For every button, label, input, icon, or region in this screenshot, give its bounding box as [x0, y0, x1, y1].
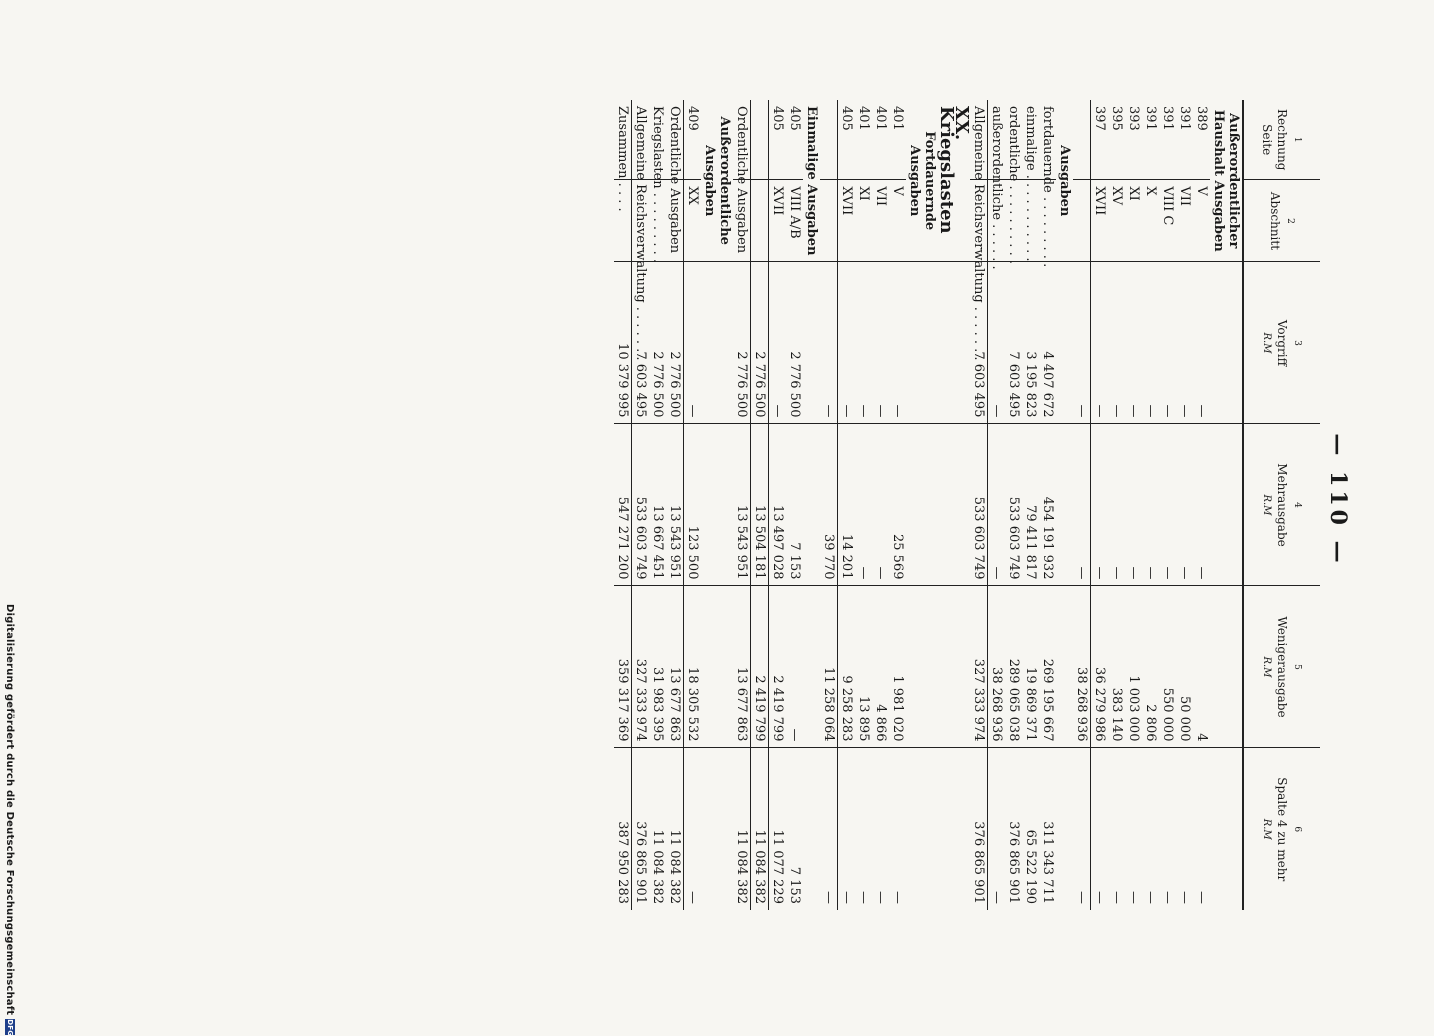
total-row — [820, 100, 838, 910]
table-row — [786, 100, 803, 910]
section-heading: Ausgaben — [1057, 145, 1072, 217]
cell-col-5: 38 268 936 — [988, 586, 1006, 748]
empty-cell — [906, 748, 938, 910]
empty-cell — [701, 748, 733, 910]
cell-col-6: 376 865 901 — [1005, 748, 1022, 910]
cell-col-5: 550 000 — [1159, 586, 1176, 748]
cell-col-5: 1 981 020 — [889, 586, 906, 748]
cell-col-6: 65 522 190 — [1022, 748, 1039, 910]
empty-cell — [803, 586, 820, 748]
cell-col-6: — — [1142, 748, 1159, 910]
cell-col-1: 409 — [685, 106, 700, 131]
cell-col-5: 289 065 038 — [1005, 586, 1022, 748]
cell-col-3: — — [988, 262, 1006, 424]
cell-col-3: 10 379 995 — [614, 262, 632, 424]
cell-col-5: 9 258 283 — [838, 586, 856, 748]
cell-col-6: 11 077 229 — [769, 748, 787, 910]
total-row — [614, 100, 632, 910]
cell-col-3: — — [684, 262, 702, 424]
section-heading: Außerordentliche Ausgaben — [702, 116, 732, 245]
section-heading: Einmalige Ausgaben — [804, 106, 819, 256]
cell-col-1: 401 — [873, 106, 888, 131]
cell-col-4: 533 603 749 — [970, 424, 988, 586]
table-row — [1159, 100, 1176, 910]
section-heading-row — [701, 100, 733, 910]
empty-cell — [1210, 424, 1243, 586]
cell-col-3: 7 603 495 — [1005, 262, 1022, 424]
cell-col-3: 7 603 495 — [970, 262, 988, 424]
cell-col-4: 547 271 200 — [614, 424, 632, 586]
cell-col-2: XI — [855, 180, 872, 262]
cell-col-2: V — [1193, 180, 1210, 262]
cell-col-4: 533 603 749 — [1005, 424, 1022, 586]
cell-col-5: 13 677 863 — [666, 586, 684, 748]
cell-col-4: — — [1091, 424, 1109, 586]
cell-col-4: — — [855, 424, 872, 586]
cell-col-6: — — [1193, 748, 1210, 910]
cell-col-5: 327 333 974 — [632, 586, 650, 748]
cell-col-4: 454 191 932 — [1039, 424, 1056, 586]
table-row — [855, 100, 872, 910]
cell-col-5: 38 268 936 — [1073, 586, 1091, 748]
cell-col-2: VIII A/B — [786, 180, 803, 262]
cell-col-4: 13 543 951 — [666, 424, 684, 586]
column-header-5 — [1243, 586, 1320, 748]
cell-col-4: — — [1193, 424, 1210, 586]
cell-col-4: — — [988, 424, 1006, 586]
cell-col-5: 359 317 369 — [614, 586, 632, 748]
cell-col-3: — — [769, 262, 787, 424]
cell-col-5: 4 — [1193, 586, 1210, 748]
cell-col-4: — — [1159, 424, 1176, 586]
column-label: Spalte 4 zu mehr — [1275, 777, 1290, 882]
ledger-body — [614, 100, 1243, 910]
cell-col-4: 14 201 — [838, 424, 856, 586]
total-row — [970, 100, 988, 910]
table-row — [1091, 100, 1109, 910]
cell-col-1: 401 — [890, 106, 905, 131]
cell-col-3: — — [1193, 262, 1210, 424]
section-heading: Fortdauernde Ausgaben — [907, 131, 937, 231]
total-row — [733, 100, 751, 910]
cell-col-4: 13 504 181 — [751, 424, 769, 586]
cell-col-6: — — [1091, 748, 1109, 910]
cell-col-4: — — [872, 424, 889, 586]
cell-col-2: XI — [1125, 180, 1142, 262]
cell-col-2: V — [889, 180, 906, 262]
cell-col-1 — [751, 100, 769, 180]
cell-col-1: außerordentliche . . . . . . — [989, 106, 1004, 270]
cell-col-4: — — [1176, 424, 1193, 586]
cell-col-1 — [820, 100, 838, 180]
table-row — [988, 100, 1006, 910]
empty-cell — [701, 262, 733, 424]
cell-col-3: — — [1108, 262, 1125, 424]
cell-col-3: 4 407 672 — [1039, 262, 1056, 424]
cell-col-5: 1 003 000 — [1125, 586, 1142, 748]
empty-cell — [1056, 262, 1073, 424]
page-number-text: — 110 — — [1325, 433, 1351, 567]
caption-text: Digitalisierung gefördert durch die Deutsche Forschungsgemeinschaft — [4, 604, 16, 1016]
empty-cell — [1056, 424, 1073, 586]
cell-col-6: 376 865 901 — [632, 748, 650, 910]
cell-col-6: — — [1176, 748, 1193, 910]
cell-col-3: 2 776 500 — [649, 262, 666, 424]
empty-cell — [803, 748, 820, 910]
cell-col-3: — — [872, 262, 889, 424]
column-number: 4 — [1292, 502, 1303, 508]
cell-col-4: 25 569 — [889, 424, 906, 586]
cell-col-2 — [751, 180, 769, 262]
cell-col-5: 269 195 667 — [1039, 586, 1056, 748]
cell-col-4: — — [1073, 424, 1091, 586]
cell-col-3: — — [889, 262, 906, 424]
cell-col-3: — — [855, 262, 872, 424]
cell-col-1: Zusammen . . . . — [614, 100, 632, 180]
cell-col-3: — — [1142, 262, 1159, 424]
section-heading: Außerordentlicher Haushalt Ausgaben — [1211, 109, 1241, 252]
cell-col-4: 13 497 028 — [769, 424, 787, 586]
total-row — [751, 100, 769, 910]
cell-col-2: VIII C — [1159, 180, 1176, 262]
empty-cell — [938, 424, 970, 586]
cell-col-1: Allgemeine Reichsverwaltung . . . . . . . — [633, 106, 648, 361]
empty-cell — [938, 748, 970, 910]
table-row — [684, 100, 702, 910]
cell-col-6: 11 084 382 — [666, 748, 684, 910]
cell-col-2: XVII — [769, 180, 787, 262]
cell-col-1: Ordentliche Ausgaben — [666, 100, 684, 180]
column-header-6 — [1243, 748, 1320, 910]
cell-col-5: 13 677 863 — [733, 586, 751, 748]
cell-col-1: 397 — [1092, 106, 1107, 131]
cell-col-5: 19 869 371 — [1022, 586, 1039, 748]
empty-cell — [906, 424, 938, 586]
cell-col-3: — — [1073, 262, 1091, 424]
column-unit: R.M — [1261, 494, 1273, 516]
cell-col-1: 395 — [1109, 106, 1124, 131]
cell-col-5: 2 419 799 — [769, 586, 787, 748]
cell-col-1: 405 — [787, 106, 802, 131]
cell-col-2: VII — [872, 180, 889, 262]
cell-col-1: 401 — [856, 106, 871, 131]
table-row — [632, 100, 650, 910]
cell-col-3: 3 195 823 — [1022, 262, 1039, 424]
table-row — [1142, 100, 1159, 910]
cell-col-3: 2 776 500 — [733, 262, 751, 424]
column-unit: R.M — [1261, 818, 1273, 840]
column-number: 1 — [1292, 136, 1303, 143]
cell-col-6: — — [1125, 748, 1142, 910]
column-number: 6 — [1292, 826, 1303, 833]
table-row — [1005, 100, 1022, 910]
table-row — [649, 100, 666, 910]
empty-cell — [701, 424, 733, 586]
cell-col-2 — [1073, 180, 1091, 262]
cell-col-3: — — [1176, 262, 1193, 424]
column-unit: R.M — [1261, 656, 1273, 678]
cell-col-3: 2 776 500 — [666, 262, 684, 424]
table-row — [889, 100, 906, 910]
cell-col-6: 7 153 — [786, 748, 803, 910]
cell-col-2: XVII — [1091, 180, 1109, 262]
cell-col-1: einmalige . . . . . . . . . . . — [1023, 106, 1038, 262]
ledger-table — [614, 100, 1320, 910]
empty-cell — [701, 586, 733, 748]
cell-col-6: — — [855, 748, 872, 910]
cell-col-4: 7 153 — [786, 424, 803, 586]
cell-col-6: 311 343 711 — [1039, 748, 1056, 910]
cell-col-1: Allgemeine Reichsverwaltung . . . . . . . — [970, 100, 988, 180]
empty-cell — [803, 262, 820, 424]
column-header-2 — [1243, 180, 1320, 262]
column-label: Abschnitt — [1268, 191, 1282, 251]
column-header-1 — [1243, 100, 1320, 180]
cell-col-6: 376 865 901 — [970, 748, 988, 910]
cell-col-4: — — [1125, 424, 1142, 586]
cell-col-4: 13 667 451 — [649, 424, 666, 586]
total-row — [1073, 100, 1091, 910]
cell-col-1: 391 — [1177, 106, 1192, 131]
cell-col-1: 391 — [1143, 106, 1158, 131]
table-row — [838, 100, 856, 910]
cell-col-2: XX — [684, 180, 702, 262]
cell-col-6: — — [1159, 748, 1176, 910]
cell-col-1: ordentliche . . . . . . . . . . — [1006, 106, 1021, 264]
cell-col-5: 18 305 532 — [684, 586, 702, 748]
empty-cell — [1210, 748, 1243, 910]
section-heading-row — [803, 100, 820, 910]
cell-col-5: 383 140 — [1108, 586, 1125, 748]
cell-col-1: 405 — [770, 106, 785, 131]
column-label: Vorgriff — [1275, 319, 1290, 367]
cell-col-5: 2 419 799 — [751, 586, 769, 748]
cell-col-2: X — [1142, 180, 1159, 262]
cell-col-1 — [1073, 100, 1091, 180]
column-number: 2 — [1285, 218, 1295, 224]
column-header-4 — [1243, 424, 1320, 586]
cell-col-2 — [820, 180, 838, 262]
cell-col-4: 13 543 951 — [733, 424, 751, 586]
cell-col-3: 7 603 495 — [632, 262, 650, 424]
cell-col-6: — — [872, 748, 889, 910]
table-row — [1193, 100, 1210, 910]
empty-cell — [906, 586, 938, 748]
empty-cell — [906, 262, 938, 424]
cell-col-3: — — [1091, 262, 1109, 424]
ledger-sheet — [130, 100, 1320, 910]
empty-cell — [1210, 262, 1243, 424]
cell-col-2: XVII — [838, 180, 856, 262]
cell-col-2: XV — [1108, 180, 1125, 262]
cell-col-6: — — [684, 748, 702, 910]
total-row — [666, 100, 684, 910]
column-header-3 — [1243, 262, 1320, 424]
section-heading-row — [1210, 100, 1243, 910]
cell-col-3: — — [820, 262, 838, 424]
cell-col-5: 13 895 — [855, 586, 872, 748]
cell-col-4: — — [1108, 424, 1125, 586]
cell-col-6: — — [820, 748, 838, 910]
column-label: Rechnung Seite — [1260, 108, 1290, 171]
cell-col-4: 39 770 — [820, 424, 838, 586]
chapter-heading: XX. Kriegslasten — [936, 106, 972, 234]
cell-col-1: 389 — [1194, 106, 1209, 131]
cell-col-6: 11 084 382 — [751, 748, 769, 910]
cell-col-5: 50 000 — [1176, 586, 1193, 748]
table-row — [1022, 100, 1039, 910]
table-row — [1039, 100, 1056, 910]
cell-col-1: fortdauernde . . . . . . . . . — [1040, 106, 1055, 268]
cell-col-5: 327 333 974 — [970, 586, 988, 748]
cell-col-4: 79 411 817 — [1022, 424, 1039, 586]
empty-cell — [938, 262, 970, 424]
digitization-caption — [0, 604, 16, 1036]
cell-col-4: 123 500 — [684, 424, 702, 586]
table-row — [769, 100, 787, 910]
header-row — [1243, 100, 1320, 910]
cell-col-6: — — [1073, 748, 1091, 910]
column-label: Mehrausgabe — [1275, 463, 1290, 547]
cell-col-5: 2 806 — [1142, 586, 1159, 748]
table-row — [1108, 100, 1125, 910]
empty-cell — [1056, 586, 1073, 748]
section-heading-row — [906, 100, 938, 910]
cell-col-6: — — [889, 748, 906, 910]
cell-col-6: — — [838, 748, 856, 910]
chapter-heading-row — [938, 100, 970, 910]
cell-col-5: 4 866 — [872, 586, 889, 748]
column-unit: R.M — [1261, 332, 1273, 354]
cell-col-6: 387 950 283 — [614, 748, 632, 910]
column-number: 5 — [1292, 664, 1303, 670]
cell-col-5: — — [786, 586, 803, 748]
cell-col-6: — — [988, 748, 1006, 910]
cell-col-3: 2 776 500 — [786, 262, 803, 424]
cell-col-3: 2 776 500 — [751, 262, 769, 424]
cell-col-6: 11 084 382 — [649, 748, 666, 910]
cell-col-4: — — [1142, 424, 1159, 586]
column-label: Wenigerausgabe — [1275, 616, 1290, 718]
section-heading-row — [1056, 100, 1073, 910]
cell-col-3: — — [1125, 262, 1142, 424]
cell-col-1: 393 — [1126, 106, 1141, 131]
cell-col-5: 11 258 064 — [820, 586, 838, 748]
cell-col-1: Ordentliche Ausgaben — [733, 100, 751, 180]
cell-col-5: 31 983 395 — [649, 586, 666, 748]
cell-col-6: 11 084 382 — [733, 748, 751, 910]
page-number — [1318, 430, 1362, 570]
cell-col-2: VII — [1176, 180, 1193, 262]
cell-col-1: Kriegslasten . . . . . . . . . — [650, 106, 665, 264]
cell-col-1: 405 — [839, 106, 854, 131]
empty-cell — [1056, 748, 1073, 910]
empty-cell — [1210, 586, 1243, 748]
cell-col-1: 391 — [1160, 106, 1175, 131]
empty-cell — [938, 586, 970, 748]
column-number: 3 — [1292, 340, 1303, 346]
cell-col-4: 533 603 749 — [632, 424, 650, 586]
table-row — [1176, 100, 1193, 910]
table-row — [1125, 100, 1142, 910]
dfg-logo: DFG — [6, 1019, 14, 1036]
cell-col-3: — — [838, 262, 856, 424]
cell-col-5: 36 279 986 — [1091, 586, 1109, 748]
empty-cell — [803, 424, 820, 586]
cell-col-6: — — [1108, 748, 1125, 910]
table-row — [872, 100, 889, 910]
cell-col-3: — — [1159, 262, 1176, 424]
